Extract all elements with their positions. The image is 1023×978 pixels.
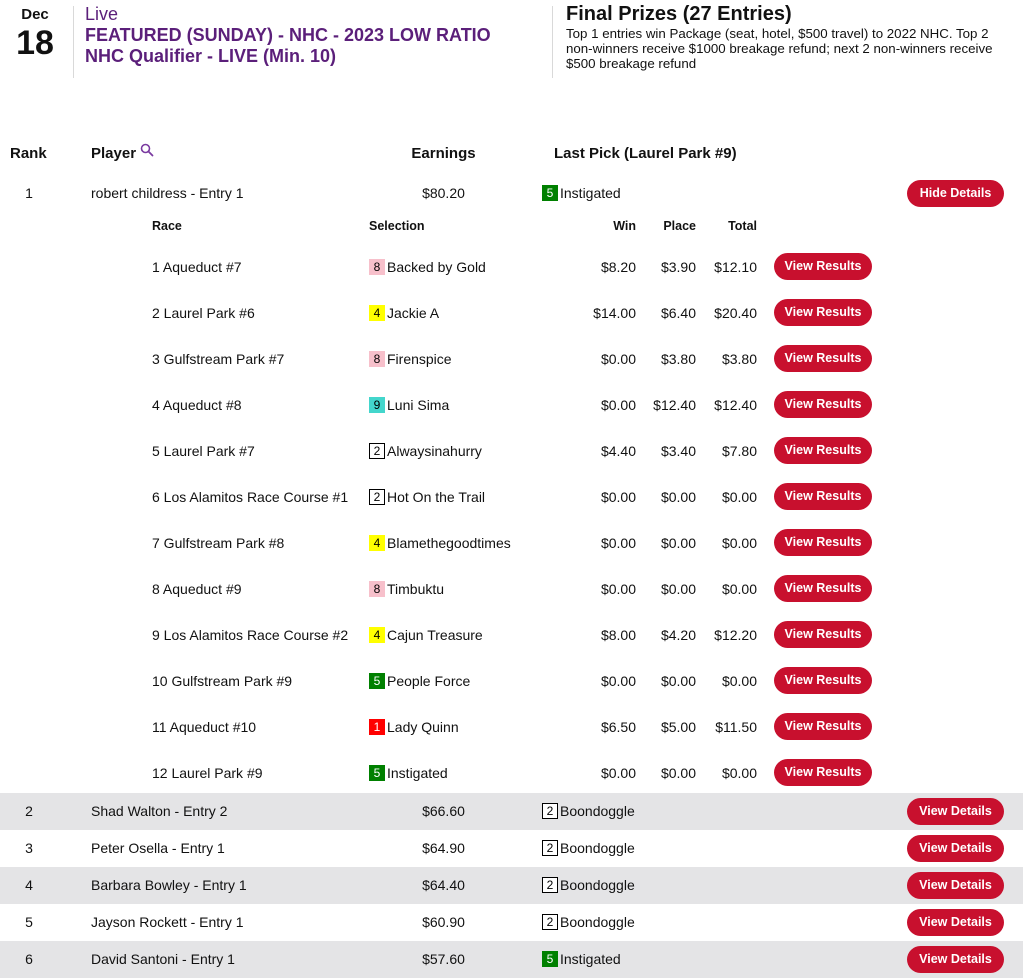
win-value: $8.20 [600, 259, 636, 275]
selection [369, 428, 482, 474]
last-pick [542, 830, 635, 867]
horse-number-badge: 9 [369, 397, 385, 413]
win-value: $0.00 [600, 581, 636, 597]
standings-row [0, 904, 1023, 941]
horse-name: Boondoggle [560, 914, 635, 930]
race-name: 11 Aqueduct #10 [152, 719, 257, 735]
horse-number-badge: 2 [369, 443, 385, 459]
view-results-button[interactable]: View Results [774, 391, 872, 418]
view-results-button[interactable]: View Results [774, 345, 872, 372]
total-value: $7.80 [721, 443, 757, 459]
race-detail-row [0, 336, 1023, 382]
earnings-value: $64.40 [422, 877, 465, 893]
race-detail-row [0, 428, 1023, 474]
standings-row [0, 867, 1023, 904]
horse-name: Backed by Gold [387, 259, 486, 275]
win-value: $0.00 [600, 397, 636, 413]
horse-number-badge: 5 [542, 951, 558, 967]
horse-name: Blamethegoodtimes [387, 535, 511, 551]
view-details-button[interactable]: View Details [907, 798, 1004, 825]
horse-name: Boondoggle [560, 840, 635, 856]
selection [369, 612, 483, 658]
race-name: 6 Los Alamitos Race Course #1 [152, 489, 349, 505]
horse-number-badge: 1 [369, 719, 385, 735]
place-value: $3.80 [660, 351, 696, 367]
standings-row [0, 941, 1023, 978]
selection-column-header: Selection [369, 219, 425, 233]
view-details-button[interactable]: View Details [907, 835, 1004, 862]
selection [369, 290, 439, 336]
total-value: $0.00 [721, 535, 757, 551]
view-results-button[interactable]: View Results [774, 621, 872, 648]
horse-number-badge: 8 [369, 351, 385, 367]
race-name: 8 Aqueduct #9 [152, 581, 242, 597]
total-value: $0.00 [721, 489, 757, 505]
horse-name: Luni Sima [387, 397, 450, 413]
rank-value: 2 [25, 803, 33, 819]
standings-row [0, 793, 1023, 830]
earnings-column-header: Earnings [411, 145, 476, 162]
horse-number-badge: 5 [369, 673, 385, 689]
race-detail-row [0, 704, 1023, 750]
view-details-button[interactable]: View Details [907, 946, 1004, 973]
earnings-value: $57.60 [422, 951, 465, 967]
race-name: 3 Gulfstream Park #7 [152, 351, 285, 367]
horse-number-badge: 5 [369, 765, 385, 781]
race-name: 10 Gulfstream Park #9 [152, 673, 293, 689]
view-results-button[interactable]: View Results [774, 483, 872, 510]
prize-block [566, 3, 1016, 71]
rank-value: 4 [25, 877, 33, 893]
place-value: $3.40 [660, 443, 696, 459]
player-name: Shad Walton - Entry 2 [91, 803, 228, 819]
player-name: David Santoni - Entry 1 [91, 951, 235, 967]
horse-name: Lady Quinn [387, 719, 459, 735]
place-value: $12.40 [653, 397, 696, 413]
horse-name: Boondoggle [560, 803, 635, 819]
race-detail-row [0, 750, 1023, 796]
horse-number-badge: 2 [542, 914, 558, 930]
race-name: 12 Laurel Park #9 [152, 765, 263, 781]
selection [369, 704, 459, 750]
horse-name: Instigated [560, 185, 621, 201]
selection [369, 382, 449, 428]
place-value: $0.00 [660, 535, 696, 551]
event-title: FEATURED (SUNDAY) - NHC - 2023 LOW RATIO NHC Qualifier - LIVE (Min. 10) [85, 25, 491, 66]
total-value: $20.40 [714, 305, 757, 321]
horse-number-badge: 4 [369, 305, 385, 321]
race-detail-row [0, 566, 1023, 612]
horse-number-badge: 5 [542, 185, 558, 201]
rank-column-header: Rank [10, 145, 47, 162]
last-pick [542, 793, 635, 830]
race-name: 4 Aqueduct #8 [152, 397, 242, 413]
place-value: $0.00 [660, 673, 696, 689]
header-divider [73, 6, 74, 78]
rank-value: 6 [25, 951, 33, 967]
view-results-button[interactable]: View Results [774, 437, 872, 464]
total-value: $12.10 [714, 259, 757, 275]
prize-description: Top 1 entries win Package (seat, hotel, $500 travel) to 2022 NHC. Top 2 non-winners receive $1000 breakage refund; next 2 non-winners receive $500 breakage refund [566, 26, 993, 71]
player-name: Barbara Bowley - Entry 1 [91, 877, 247, 893]
standings-row-expanded [0, 175, 1023, 212]
view-details-button[interactable]: View Details [907, 872, 1004, 899]
selection [369, 474, 485, 520]
selection [369, 520, 511, 566]
live-status: Live [85, 4, 119, 24]
horse-number-badge: 8 [369, 581, 385, 597]
earnings-value: $66.60 [422, 803, 465, 819]
win-value: $0.00 [600, 489, 636, 505]
horse-name: Timbuktu [387, 581, 445, 597]
win-value: $0.00 [600, 351, 636, 367]
race-name: 7 Gulfstream Park #8 [152, 535, 285, 551]
header-divider [552, 6, 553, 78]
total-value: $3.80 [721, 351, 757, 367]
horse-name: Alwaysinahurry [387, 443, 482, 459]
place-value: $4.20 [660, 627, 696, 643]
race-detail-row [0, 290, 1023, 336]
search-icon[interactable] [140, 143, 154, 161]
place-value: $5.00 [660, 719, 696, 735]
last-pick [542, 904, 635, 941]
horse-name: Cajun Treasure [387, 627, 483, 643]
event-date [8, 6, 62, 62]
horse-number-badge: 2 [542, 840, 558, 856]
prize-title: Final Prizes (27 Entries) [566, 3, 792, 25]
place-value: $0.00 [660, 765, 696, 781]
rank-value: 1 [25, 185, 33, 201]
horse-number-badge: 2 [542, 803, 558, 819]
race-detail-row [0, 244, 1023, 290]
view-results-button[interactable]: View Results [774, 253, 872, 280]
horse-name: Instigated [387, 765, 448, 781]
earnings-value: $80.20 [422, 185, 465, 201]
win-value: $0.00 [600, 673, 636, 689]
horse-number-badge: 4 [369, 535, 385, 551]
standings-row [0, 830, 1023, 867]
win-value: $4.40 [600, 443, 636, 459]
win-column-header: Win [613, 219, 636, 233]
horse-name: Firenspice [387, 351, 452, 367]
date-month: Dec [21, 6, 49, 23]
event-header [0, 0, 1023, 110]
horse-number-badge: 4 [369, 627, 385, 643]
total-value: $0.00 [721, 581, 757, 597]
earnings-value: $60.90 [422, 914, 465, 930]
place-value: $0.00 [660, 581, 696, 597]
last-pick [542, 175, 621, 212]
race-detail-row [0, 658, 1023, 704]
horse-name: Hot On the Trail [387, 489, 486, 505]
view-results-button[interactable]: View Results [774, 575, 872, 602]
rank-value: 5 [25, 914, 33, 930]
hide-details-button[interactable]: Hide Details [907, 180, 1004, 207]
view-results-button[interactable]: View Results [774, 713, 872, 740]
horse-name: Jackie A [387, 305, 440, 321]
view-results-button[interactable]: View Results [774, 667, 872, 694]
last-pick [542, 867, 635, 904]
earnings-value: $64.90 [422, 840, 465, 856]
win-value: $8.00 [600, 627, 636, 643]
race-name: 1 Aqueduct #7 [152, 259, 242, 275]
player-column-header [91, 145, 154, 162]
race-name: 9 Los Alamitos Race Course #2 [152, 627, 349, 643]
view-results-button[interactable]: View Results [774, 529, 872, 556]
win-value: $0.00 [600, 765, 636, 781]
event-title-block [85, 4, 525, 67]
horse-name: Boondoggle [560, 877, 635, 893]
place-value: $3.90 [660, 259, 696, 275]
player-name: Peter Osella - Entry 1 [91, 840, 225, 856]
selection [369, 750, 448, 796]
view-results-button[interactable]: View Results [774, 299, 872, 326]
race-detail-row [0, 612, 1023, 658]
selection [369, 566, 444, 612]
total-value: $0.00 [721, 765, 757, 781]
horse-name: People Force [387, 673, 471, 689]
date-day: 18 [16, 24, 54, 62]
rank-value: 3 [25, 840, 33, 856]
last-pick-column-header: Last Pick (Laurel Park #9) [554, 145, 737, 162]
race-name: 5 Laurel Park #7 [152, 443, 255, 459]
total-value: $12.20 [714, 627, 757, 643]
selection [369, 244, 486, 290]
race-name: 2 Laurel Park #6 [152, 305, 255, 321]
horse-number-badge: 2 [369, 489, 385, 505]
place-value: $0.00 [660, 489, 696, 505]
race-column-header: Race [152, 219, 182, 233]
race-detail-row [0, 520, 1023, 566]
view-results-button[interactable]: View Results [774, 759, 872, 786]
total-value: $12.40 [714, 397, 757, 413]
player-name: Jayson Rockett - Entry 1 [91, 914, 244, 930]
horse-number-badge: 8 [369, 259, 385, 275]
place-column-header: Place [663, 219, 696, 233]
win-value: $14.00 [593, 305, 636, 321]
total-column-header: Total [728, 219, 757, 233]
win-value: $6.50 [600, 719, 636, 735]
place-value: $6.40 [660, 305, 696, 321]
player-column-label: Player [91, 145, 137, 162]
total-value: $0.00 [721, 673, 757, 689]
total-value: $11.50 [715, 719, 757, 735]
race-detail-row [0, 474, 1023, 520]
horse-name: Instigated [560, 951, 621, 967]
view-details-button[interactable]: View Details [907, 909, 1004, 936]
win-value: $0.00 [600, 535, 636, 551]
player-name: robert childress - Entry 1 [91, 185, 244, 201]
selection [369, 658, 470, 704]
last-pick [542, 941, 621, 978]
selection [369, 336, 452, 382]
race-detail-row [0, 382, 1023, 428]
horse-number-badge: 2 [542, 877, 558, 893]
